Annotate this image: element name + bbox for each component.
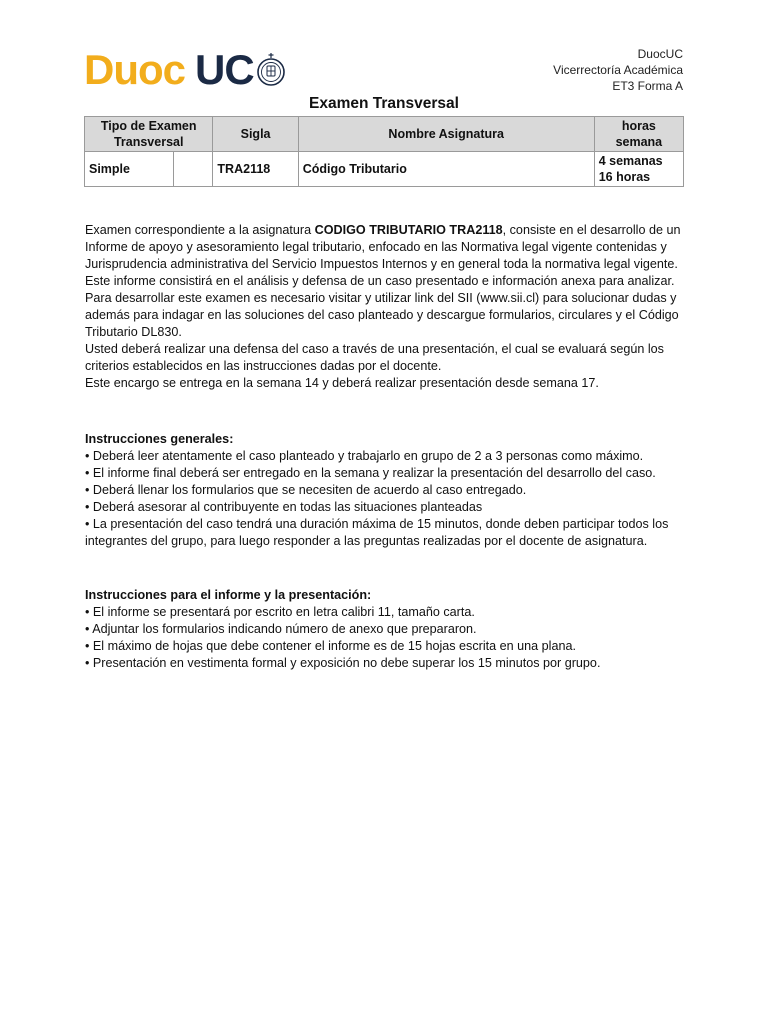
list-item: • El máximo de hojas que debe contener el informe es de 15 hojas escrita en una plana. xyxy=(85,639,576,653)
cell-horas-weeks: 4 semanas xyxy=(598,154,663,168)
intro-paragraph-4: Usted deberá realizar una defensa del caso a través de una presentación, el cual se evaluará según los criterios establecidos en las instrucciones dadas por el docente. xyxy=(85,342,664,373)
cell-nombre: Código Tributario xyxy=(298,152,594,187)
logo-uc-text: UC xyxy=(195,46,254,93)
header-sigla: Sigla xyxy=(213,117,298,152)
intro-p1-rest: , consiste en el desarrollo de un Informe de apoyo y asesoramiento legal tributario, enfocado en las Normativa legal vigente contenidas y Jurisprudencia administrativa del Servicio Impuestos Internos y en general toda la normativa legal vigente. xyxy=(85,223,681,271)
intro-p1-course: CODIGO TRIBUTARIO TRA2118 xyxy=(314,223,503,237)
list-item: • Deberá leer atentamente el caso planteado y trabajarlo en grupo de 2 a 3 personas como máximo. xyxy=(85,449,644,463)
header-horas: horas semana xyxy=(594,117,683,152)
table-header-row xyxy=(85,117,684,152)
header-org: DuocUC xyxy=(637,47,683,61)
intro-paragraph-1 xyxy=(85,222,685,273)
cell-horas-hours: 16 horas xyxy=(598,170,651,184)
list-item: • Deberá asesorar al contribuyente en todas las situaciones planteadas xyxy=(85,500,483,514)
intro-p1-text: Examen correspondiente a la asignatura xyxy=(85,223,315,237)
list-item: • Adjuntar los formularios indicando número de anexo que prepararon. xyxy=(85,622,477,636)
general-instructions xyxy=(85,431,685,550)
list-item: • Deberá llenar los formularios que se necesiten de acuerdo al caso entregado. xyxy=(85,483,527,497)
duocuc-logo xyxy=(84,44,286,96)
intro-paragraph-5: Este encargo se entrega en la semana 14 y deberá realizar presentación desde semana 17. xyxy=(85,376,599,390)
intro-section xyxy=(85,222,685,392)
cell-tipo: Simple xyxy=(85,152,174,187)
cell-horas xyxy=(594,152,683,187)
exam-info-table xyxy=(84,116,684,187)
logo-duoc-text: Duoc xyxy=(84,46,185,93)
list-item: • Presentación en vestimenta formal y exposición no debe superar los 15 minutos por grupo. xyxy=(85,656,601,670)
intro-paragraph-3: Para desarrollar este examen es necesario visitar y utilizar link del SII (www.sii.cl) para solucionar dudas y además para indagar en las soluciones del caso planteado y descargue formularios, circulares y el Código Tributario DL830. xyxy=(85,291,679,339)
document-title: Examen Transversal xyxy=(309,95,459,112)
table-row xyxy=(85,152,684,187)
cell-sigla: TRA2118 xyxy=(213,152,298,187)
intro-paragraph-2: Este informe consistirá en el análisis y defensa de un caso presentado e información anexa para analizar. xyxy=(85,274,675,288)
header-dept: Vicerrectoría Académica xyxy=(553,63,683,77)
general-heading: Instrucciones generales: xyxy=(85,432,234,446)
report-heading: Instrucciones para el informe y la presentación: xyxy=(85,588,372,602)
header-nombre: Nombre Asignatura xyxy=(298,117,594,152)
list-item: • La presentación del caso tendrá una duración máxima de 15 minutos, donde deben participar todos los integrantes del grupo, para luego responder a las preguntas realizadas por el docente de asignatura. xyxy=(85,517,669,548)
list-item: • El informe se presentará por escrito en letra calibri 11, tamaño carta. xyxy=(85,605,475,619)
header-form: ET3 Forma A xyxy=(612,79,683,93)
report-instructions xyxy=(85,587,685,672)
list-item: • El informe final deberá ser entregado en la semana y realizar la presentación del desarrollo del caso. xyxy=(85,466,656,480)
header-info xyxy=(553,46,683,94)
header-tipo: Tipo de Examen Transversal xyxy=(85,117,213,152)
cell-extra xyxy=(174,152,213,187)
uc-seal-icon xyxy=(256,52,286,88)
